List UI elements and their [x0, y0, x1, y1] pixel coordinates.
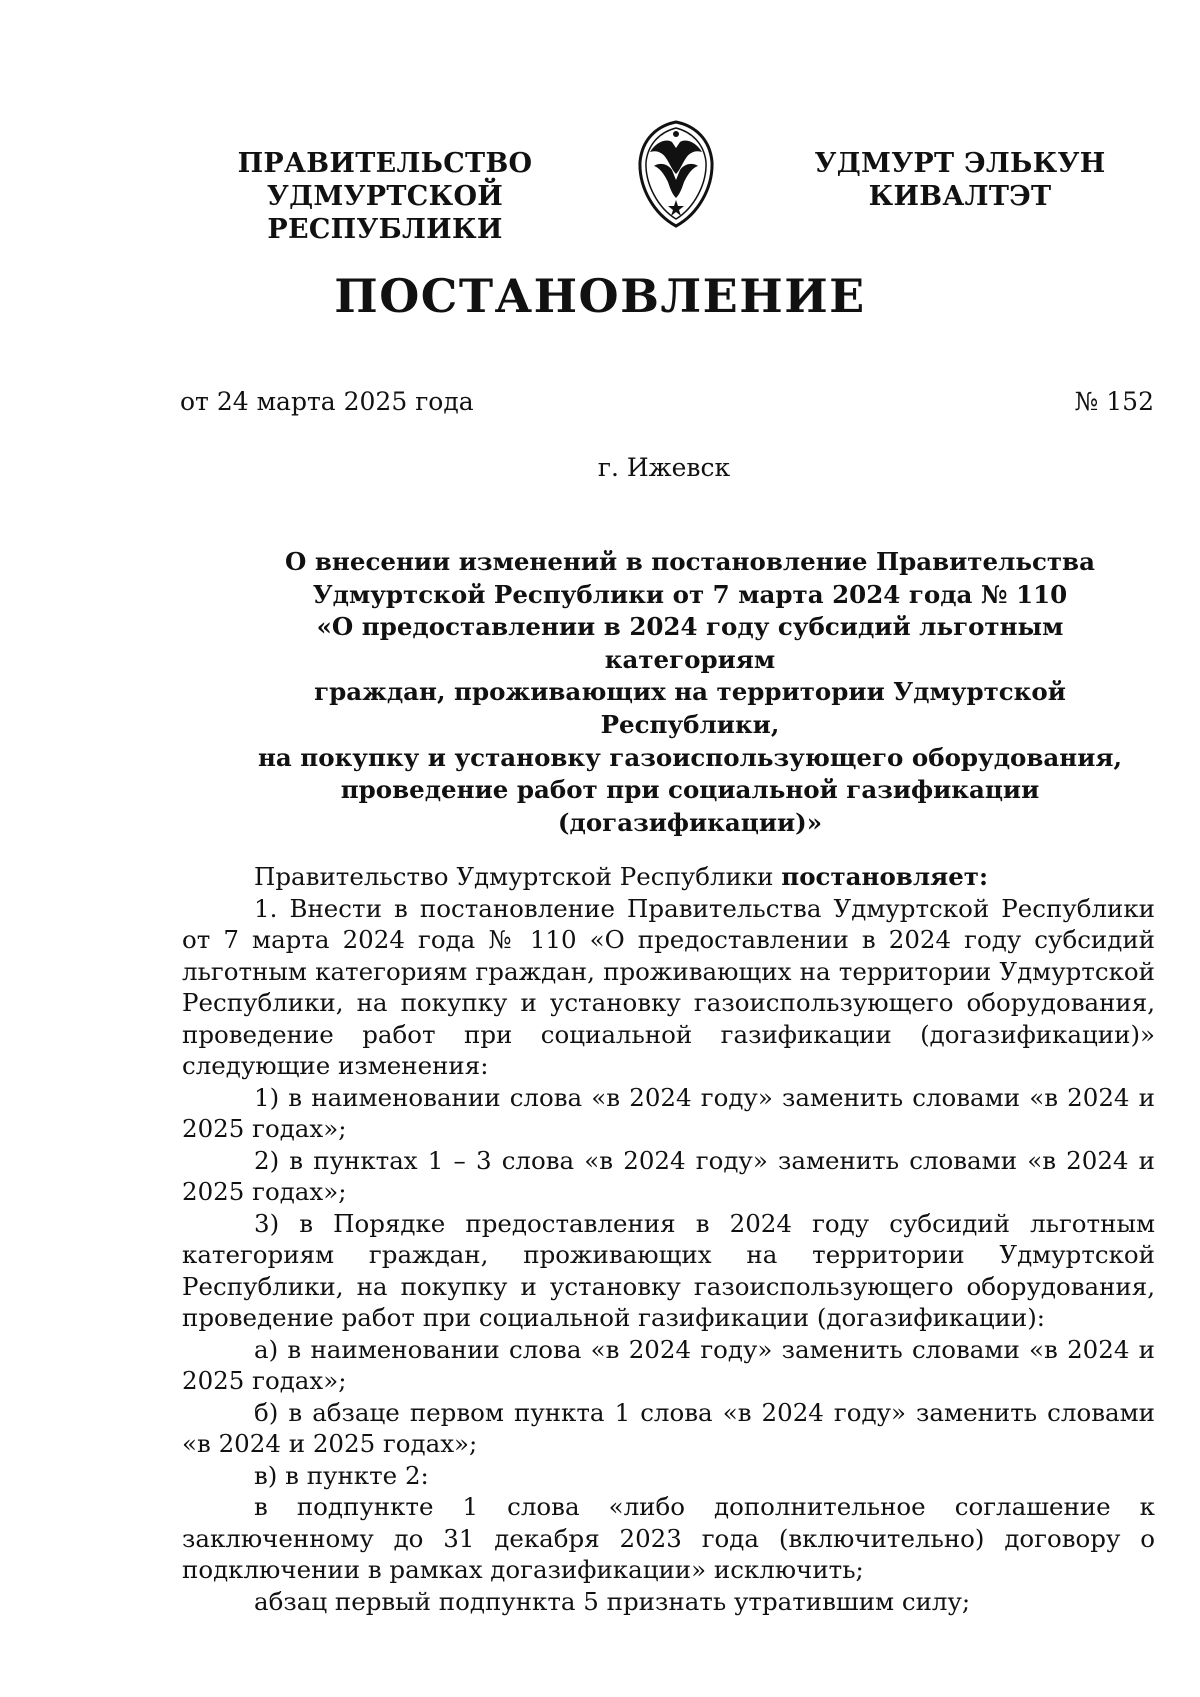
subject-line: О внесении изменений в постановление Правительства [285, 547, 1095, 576]
body-paragraph: а) в наименовании слова «в 2024 году» заменить словами «в 2024 и 2025 годах»; [182, 1334, 1155, 1395]
subject-line: на покупку и установку газоиспользующего оборудования, [257, 742, 1123, 772]
document-type-title: ПОСТАНОВЛЕНИЕ [334, 269, 866, 323]
government-name-udmurt [800, 147, 1120, 213]
document-number: № 152 [1074, 387, 1154, 416]
body-paragraph: 1. Внести в постановление Правительства Удмуртской Республики от 7 марта 2024 года № 110 «О предоставлении в 2024 году субсидий льготным категориям граждан, проживающих на территории Удмуртской Республики, на покупку и установку газоиспользующего оборудования, проведение работ при социальной газификации (догазификации)» следующие изменения: [182, 893, 1155, 1080]
government-name-russian [165, 147, 605, 246]
body-paragraph: в подпункте 1 слова «либо дополнительное соглашение к заключенному до 31 декабря 2023 года (включительно) договору о подключении в рамках догазификации» исключить; [182, 1492, 1155, 1584]
intro-paragraph [182, 861, 1155, 893]
intro-prefix: Правительство Удмуртской Республики [254, 862, 774, 891]
subject-line: «О предоставлении в 2024 году субсидий льготным категориям [316, 612, 1064, 674]
body-paragraph: 3) в Порядке предоставления в 2024 году субсидий льготным категориям граждан, проживающих на территории Удмуртской Республики, на покупку и установку газоиспользующего оборудования, проведение работ при социальной газификации (догазификации): [182, 1208, 1155, 1332]
body-paragraph: б) в абзаце первом пункта 1 слова «в 2024 году» заменить словами «в 2024 и 2025 годах»; [182, 1397, 1155, 1458]
document-subject [230, 546, 1150, 839]
intro-decree-word: постановляет: [781, 862, 989, 891]
subject-line: граждан, проживающих на территории Удмуртской Республики, [314, 677, 1066, 739]
government-name-line-1: ПРАВИТЕЛЬСТВО [237, 148, 533, 179]
body-paragraph: в) в пункте 2: [254, 1460, 429, 1490]
subject-line: проведение работ при социальной газификации [340, 775, 1040, 805]
body-paragraph: 1) в наименовании слова «в 2024 году» заменить словами «в 2024 и 2025 годах»; [182, 1082, 1155, 1143]
government-name-udmurt-line-1: УДМУРТ ЭЛЬКУН [814, 148, 1106, 179]
document-body [182, 861, 1155, 1617]
body-paragraph: абзац первый подпункта 5 признать утратившим силу; [254, 1586, 971, 1616]
subject-line: Удмуртской Республики от 7 марта 2024 года № 110 [312, 579, 1068, 609]
coat-of-arms-icon [630, 118, 722, 230]
body-paragraph: 2) в пунктах 1 – 3 слова «в 2024 году» заменить словами «в 2024 и 2025 годах»; [182, 1145, 1155, 1206]
document-date: от 24 марта 2025 года [180, 387, 474, 416]
subject-line: (догазификации)» [557, 807, 823, 837]
document-city: г. Ижевск [597, 453, 731, 482]
government-name-line-2: УДМУРТСКОЙ РЕСПУБЛИКИ [266, 181, 504, 245]
government-name-udmurt-line-2: КИВАЛТЭТ [868, 181, 1052, 212]
